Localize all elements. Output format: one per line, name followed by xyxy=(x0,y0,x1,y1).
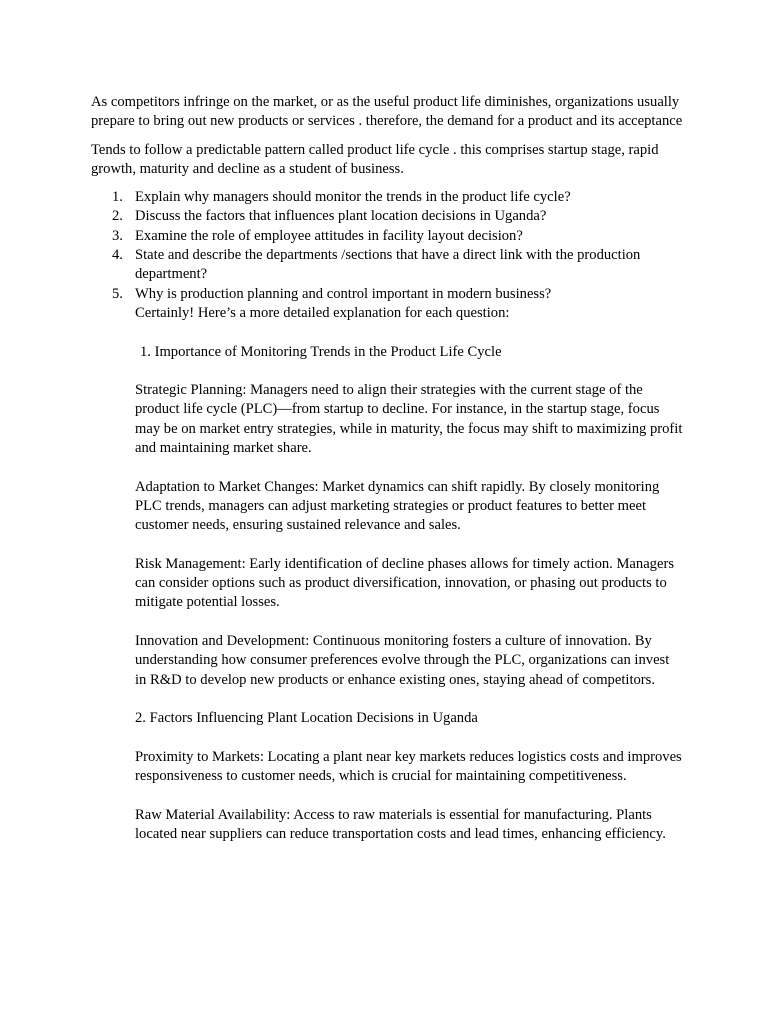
question-number: 2. xyxy=(112,208,123,225)
section-2-paragraph: Raw Material Availability: Access to raw materials is essential for manufacturing. Plants located near suppliers can reduce transportation costs and lead times, enhancing efficiency. xyxy=(135,806,666,842)
question-item xyxy=(112,227,683,246)
section-2-paragraph: Proximity to Markets: Locating a plant near key markets reduces logistics costs and improves responsiveness to customer needs, which is crucial for maintaining competitiveness. xyxy=(135,748,682,785)
section-1-paragraph: Strategic Planning: Managers need to align their strategies with the current stage of the product life cycle (PLC)—from startup to decline. For instance, in the startup stage, focus may be on market entry strategies, while in maturity, the focus may shift to maximizing profit and maintaining market share. xyxy=(135,382,683,457)
document-body xyxy=(91,93,683,844)
answer-intro: Certainly! Here’s a more detailed explanation for each question: xyxy=(135,304,510,321)
section-1-paragraph: Risk Management: Early identification of decline phases allows for timely action. Managers can consider options such as product diversification, innovation, or phasing out products to mitigate potential losses. xyxy=(135,555,674,611)
section-1-paragraph: Adaptation to Market Changes: Market dynamics can shift rapidly. By closely monitoring PLC trends, managers can adjust marketing strategies or product features to better meet customer needs, ensuring sustained relevance and sales. xyxy=(135,478,660,534)
question-item xyxy=(112,285,683,304)
question-item xyxy=(112,188,683,207)
answers-section xyxy=(91,304,683,844)
question-number: 4. xyxy=(112,247,123,264)
question-item xyxy=(112,207,683,226)
question-text: Why is production planning and control important in modern business? xyxy=(135,285,552,302)
section-2-heading: 2. Factors Influencing Plant Location Decisions in Uganda xyxy=(135,710,478,727)
question-text: State and describe the departments /sections that have a direct link with the production department? xyxy=(135,247,641,283)
question-number: 3. xyxy=(112,227,123,244)
question-text: Examine the role of employee attitudes in facility layout decision? xyxy=(135,227,523,244)
question-number: 1. xyxy=(112,189,123,206)
section-1-heading: 1. Importance of Monitoring Trends in the Product Life Cycle xyxy=(140,343,502,360)
question-item xyxy=(112,246,683,285)
intro-paragraph-2: Tends to follow a predictable pattern called product life cycle . this comprises startup stage, rapid growth, maturity and decline as a student of business. xyxy=(91,141,659,177)
question-text: Discuss the factors that influences plant location decisions in Uganda? xyxy=(135,208,547,225)
question-text: Explain why managers should monitor the trends in the product life cycle? xyxy=(135,189,571,206)
intro-paragraph-1: As competitors infringe on the market, or as the useful product life diminishes, organizations usually prepare to bring out new products or services . therefore, the demand for a product and its acceptance xyxy=(91,94,683,130)
questions-list xyxy=(91,188,683,304)
question-number: 5. xyxy=(112,285,123,302)
section-1-paragraph: Innovation and Development: Continuous monitoring fosters a culture of innovation. By understanding how consumer preferences evolve through the PLC, organizations can invest in R&D to develop new products or enhance existing ones, staying ahead of competitors. xyxy=(135,633,670,688)
